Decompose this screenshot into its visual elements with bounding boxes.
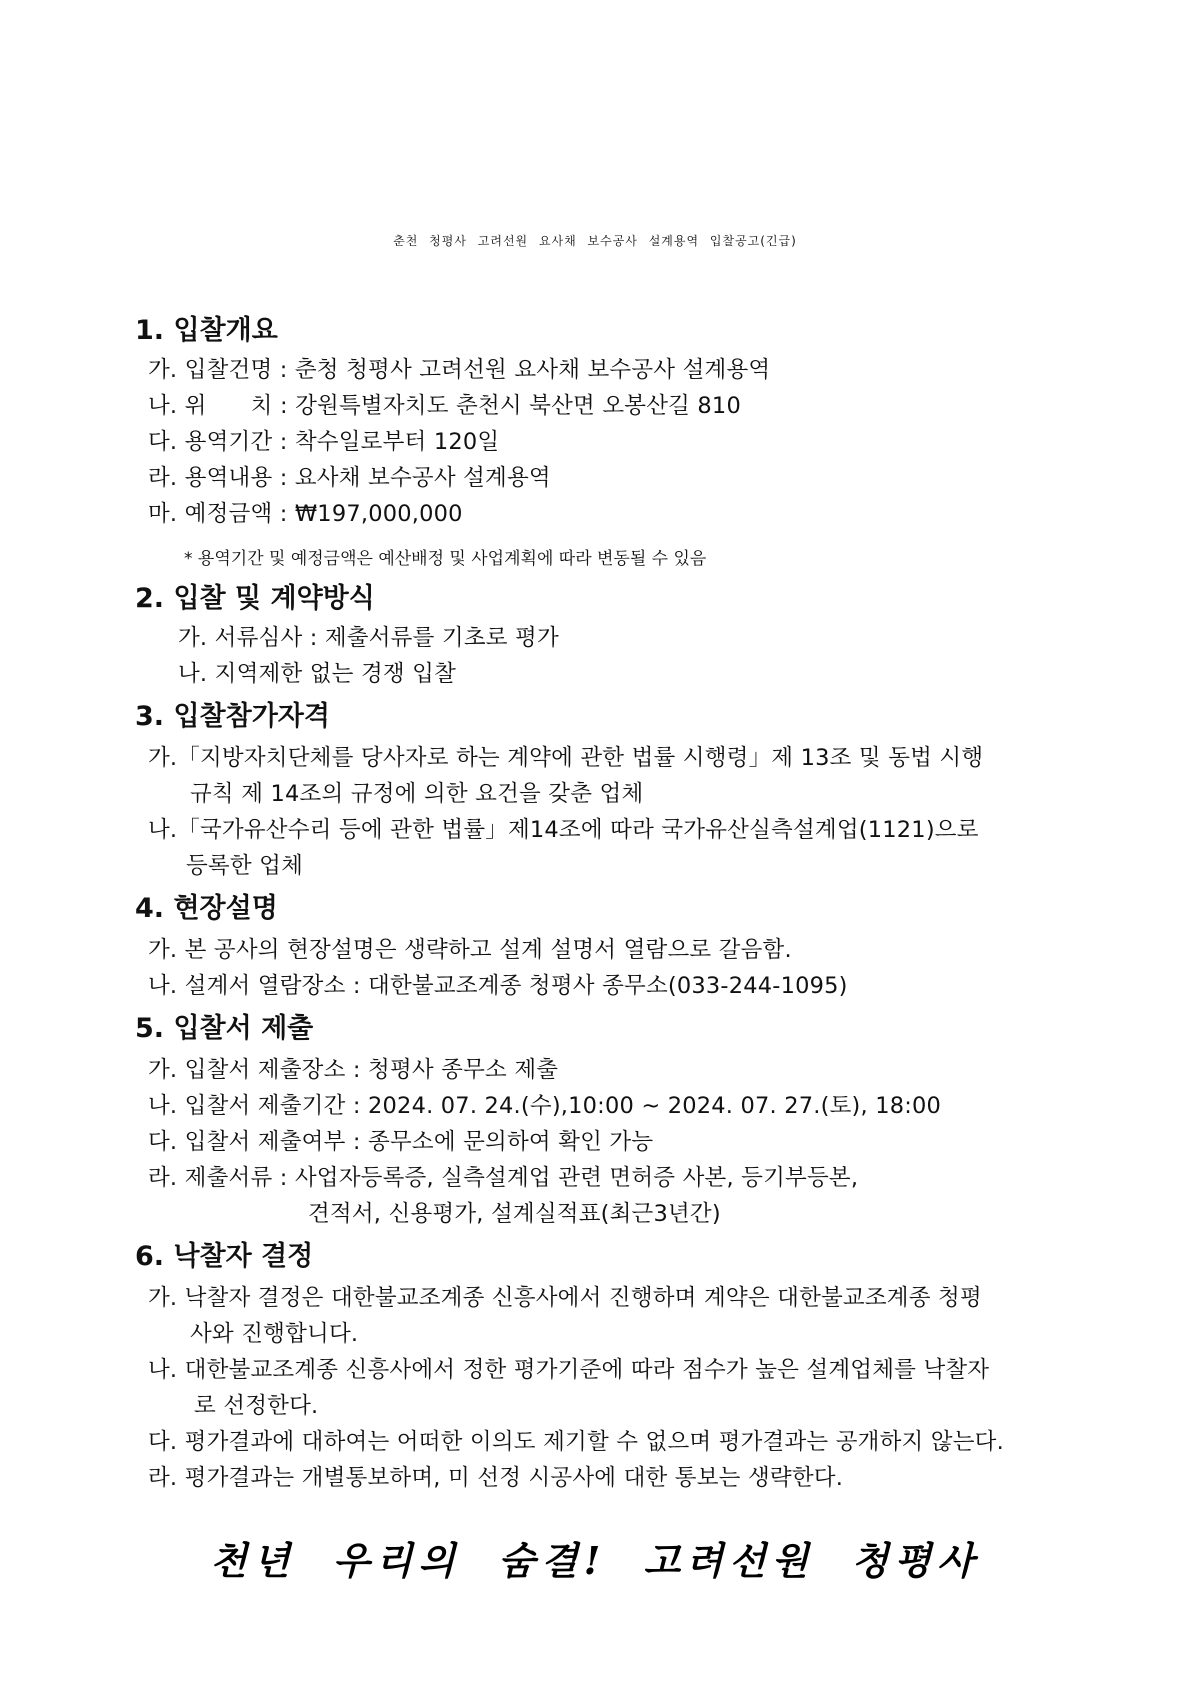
calligraphy-slogan: 천년 우리의 숨결! 고려선원 청평사 [210, 1538, 980, 1583]
section-6-item-3: 다. 평가결과에 대하여는 어떠한 이의도 제기할 수 없으며 평가결과는 공개하지 않는다. [148, 1429, 1004, 1455]
section-1-heading: 1. 입찰개요 [135, 315, 278, 346]
section-6-item-1-cont: 사와 진행합니다. [190, 1321, 359, 1347]
section-3-item-2-cont: 등록한 업체 [186, 853, 304, 879]
section-5-item-3: 다. 입찰서 제출여부 : 종무소에 문의하여 확인 가능 [148, 1129, 654, 1155]
section-6-item-2-cont: 로 선정한다. [194, 1393, 319, 1419]
section-3-item-1: 가.「지방자치단체를 당사자로 하는 계약에 관한 법률 시행령」제 13조 및 동법 시행 [148, 745, 984, 771]
section-6-item-1: 가. 낙찰자 결정은 대한불교조계종 신흥사에서 진행하며 계약은 대한불교조계종 청평 [148, 1285, 982, 1311]
section-2-item-1: 가. 서류심사 : 제출서류를 기초로 평가 [178, 625, 559, 651]
section-1-item-4: 라. 용역내용 : 요사채 보수공사 설계용역 [148, 465, 551, 491]
section-6-item-2: 나. 대한불교조계종 신흥사에서 정한 평가기준에 따라 점수가 높은 설계업체를 낙찰자 [148, 1357, 990, 1383]
section-5-item-1: 가. 입찰서 제출장소 : 청평사 종무소 제출 [148, 1057, 559, 1083]
section-1-item-2: 나. 위 치 : 강원특별자치도 춘천시 북산면 오봉산길 810 [148, 393, 741, 419]
page-title: 춘천 청평사 고려선원 요사채 보수공사 설계용역 입찰공고(긴급) [393, 234, 797, 248]
section-5-item-4-cont: 견적서, 신용평가, 설계실적표(최근3년간) [308, 1201, 721, 1227]
section-1-item-1: 가. 입찰건명 : 춘청 청평사 고려선원 요사채 보수공사 설계용역 [148, 357, 771, 383]
section-5-heading: 5. 입찰서 제출 [135, 1013, 314, 1044]
section-5-item-4: 라. 제출서류 : 사업자등록증, 실측설계업 관련 면허증 사본, 등기부등본, [148, 1165, 859, 1191]
section-3-item-2: 나.「국가유산수리 등에 관한 법률」제14조에 따라 국가유산실측설계업(1121)으로 [148, 817, 979, 843]
section-1-note: * 용역기간 및 예정금액은 예산배정 및 사업계획에 따라 변동될 수 있음 [184, 549, 707, 569]
section-1-item-3: 다. 용역기간 : 착수일로부터 120일 [148, 429, 500, 455]
section-6-item-4: 라. 평가결과는 개별통보하며, 미 선정 시공사에 대한 통보는 생략한다. [148, 1465, 844, 1491]
section-3-item-1-cont: 규칙 제 14조의 규정에 의한 요건을 갖춘 업체 [190, 781, 644, 807]
section-2-heading: 2. 입찰 및 계약방식 [135, 583, 375, 614]
section-6-heading: 6. 낙찰자 결정 [135, 1241, 314, 1272]
section-2-item-2: 나. 지역제한 없는 경쟁 입찰 [178, 661, 457, 687]
section-4-heading: 4. 현장설명 [135, 893, 278, 924]
section-1-item-5: 마. 예정금액 : ₩197,000,000 [148, 501, 463, 527]
section-5-item-2: 나. 입찰서 제출기간 : 2024. 07. 24.(수),10:00 ~ 2024. 07. 27.(토), 18:00 [148, 1093, 942, 1119]
section-4-item-2: 나. 설계서 열람장소 : 대한불교조계종 청평사 종무소(033-244-1095) [148, 973, 848, 999]
section-4-item-1: 가. 본 공사의 현장설명은 생략하고 설계 설명서 열람으로 갈음함. [148, 937, 792, 963]
section-3-heading: 3. 입찰참가자격 [135, 701, 330, 732]
